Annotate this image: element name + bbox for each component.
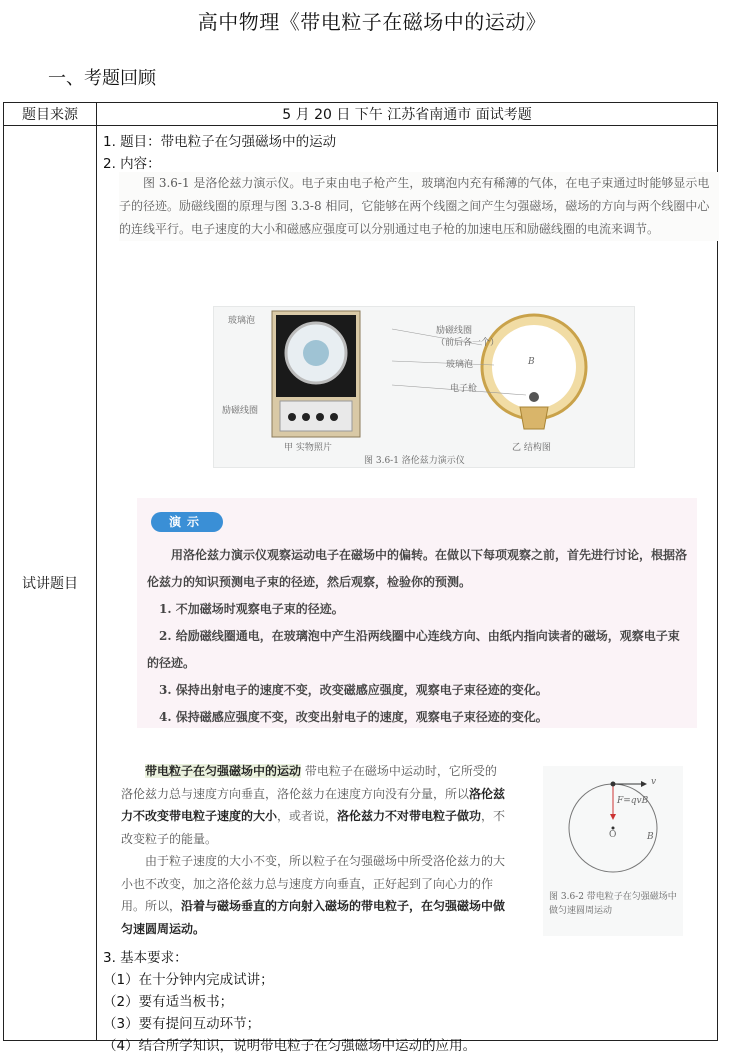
content-label: 2. 内容： <box>103 156 161 172</box>
requirement-item: （1）在十分钟内完成试讲； <box>103 972 274 988</box>
label-b-field: B <box>528 357 535 367</box>
requirements-label: 3. 基本要求： <box>103 950 188 966</box>
excerpt-text: ，不改变粒子的能量。 <box>121 809 506 846</box>
caption-photo: 甲 实物照片 <box>284 443 332 453</box>
label-electron-gun: 电子枪 <box>450 384 478 394</box>
source-label: 题目来源 <box>4 103 97 126</box>
figure-2-caption: 图 3.6-2 带电粒子在匀强磁场中做匀速圆周运动 <box>549 892 677 916</box>
demo-item: 1. 不加磁场时观察电子束的径迹。 <box>159 602 344 616</box>
label-coil-2: 励磁线圈 <box>436 326 473 336</box>
excerpt-text: 由于粒子速度的大小不变，所以粒子在匀强磁场中所受洛伦兹力的大小也不改变，加之洛伦兹力总与速度方向垂直，正好起到了向心力的作用。所以， <box>121 854 506 913</box>
requirement-item: （2）要有适当板书； <box>103 994 234 1010</box>
textbook-excerpt-1: 图 3.6-1 是洛伦兹力演示仪。电子束由电子枪产生，玻璃泡内充有稀薄的气体，在电子束通过时能够显示电子的径迹。励磁线圈的原理与图 3.3-8 相同，它能够在两个线圈之间产生匀强磁场，磁场的方向与两个线圈中心的连线平行。电子速度的大小和磁感应强度可以分别通过电子枪的加速电压和励磁线圈的电流来调节。 <box>119 172 719 241</box>
topic-label: 试讲题目 <box>4 126 97 1041</box>
topic-line: 1. 题目：带电粒子在匀强磁场中的运动 <box>103 134 337 150</box>
excerpt-text: 带电粒子在磁场中运动时，它所受的洛伦兹力总与速度方向垂直，洛伦兹力在速度方向没有分量，所以 <box>121 764 497 801</box>
circular-motion-figure <box>543 766 683 936</box>
caption-structure: 乙 结构图 <box>512 443 551 453</box>
requirement-item: （4）结合所学知识，说明带电粒子在匀强磁场中运动的应用。 <box>103 1038 477 1054</box>
source-value: 5 月 20 日 下午 江苏省南通市 面试考题 <box>97 103 718 126</box>
label-coil: 励磁线圈 <box>222 406 259 416</box>
section-heading: 一、考题回顾 <box>48 68 156 89</box>
label-glass-bulb-2: 玻璃泡 <box>446 360 474 370</box>
label-coil-2-sub: （前后各一个） <box>436 338 500 348</box>
page-title: 高中物理《带电粒子在磁场中的运动》 <box>197 10 547 34</box>
demo-box <box>137 498 697 728</box>
exam-table <box>3 102 718 1054</box>
table-row <box>4 126 718 1041</box>
label-force: F=qvB <box>617 796 649 806</box>
excerpt-text: ，或者说， <box>277 809 338 823</box>
demo-item: 2. 给励磁线圈通电，在玻璃泡中产生沿两线圈中心连线方向、由纸内指向读者的磁场，观察电子束的径迹。 <box>147 629 680 670</box>
requirement-item: （3）要有提问互动环节； <box>103 1016 261 1032</box>
excerpt-bold: 沿着与磁场垂直的方向射入磁场的带电粒子，在匀强磁场中做匀速圆周运动。 <box>121 899 506 936</box>
circle-diagram <box>543 766 683 886</box>
excerpt-bold: 洛伦兹力不改变带电粒子速度的大小 <box>121 786 506 823</box>
demo-intro: 用洛伦兹力演示仪观察运动电子在磁场中的偏转。在做以下每项观察之前，首先进行讨论，根据洛伦兹力的知识预测电子束的径迹，然后观察，检验你的预测。 <box>147 548 688 589</box>
excerpt-heading: 带电粒子在匀强磁场中的运动 <box>145 764 302 778</box>
label-o: O <box>609 830 617 840</box>
figure-caption: 图 3.6-1 洛伦兹力演示仪 <box>364 456 465 466</box>
label-glass-bulb: 玻璃泡 <box>228 316 256 326</box>
label-v: v <box>651 777 657 787</box>
topic-content-cell <box>97 126 718 1054</box>
demo-item: 4. 保持磁感应强度不变，改变出射电子的速度，观察电子束径迹的变化。 <box>159 710 548 724</box>
demo-item: 3. 保持出射电子的速度不变，改变磁感应强度，观察电子束径迹的变化。 <box>159 683 548 697</box>
label-b: B <box>647 832 654 842</box>
lorentz-demo-figure <box>213 306 635 468</box>
demo-tag: 演示 <box>151 512 223 532</box>
excerpt-bold: 洛伦兹力不对带电粒子做功 <box>337 809 482 823</box>
table-row <box>4 103 718 126</box>
textbook-excerpt-2 <box>121 760 507 940</box>
apparatus-illustration <box>214 307 634 467</box>
